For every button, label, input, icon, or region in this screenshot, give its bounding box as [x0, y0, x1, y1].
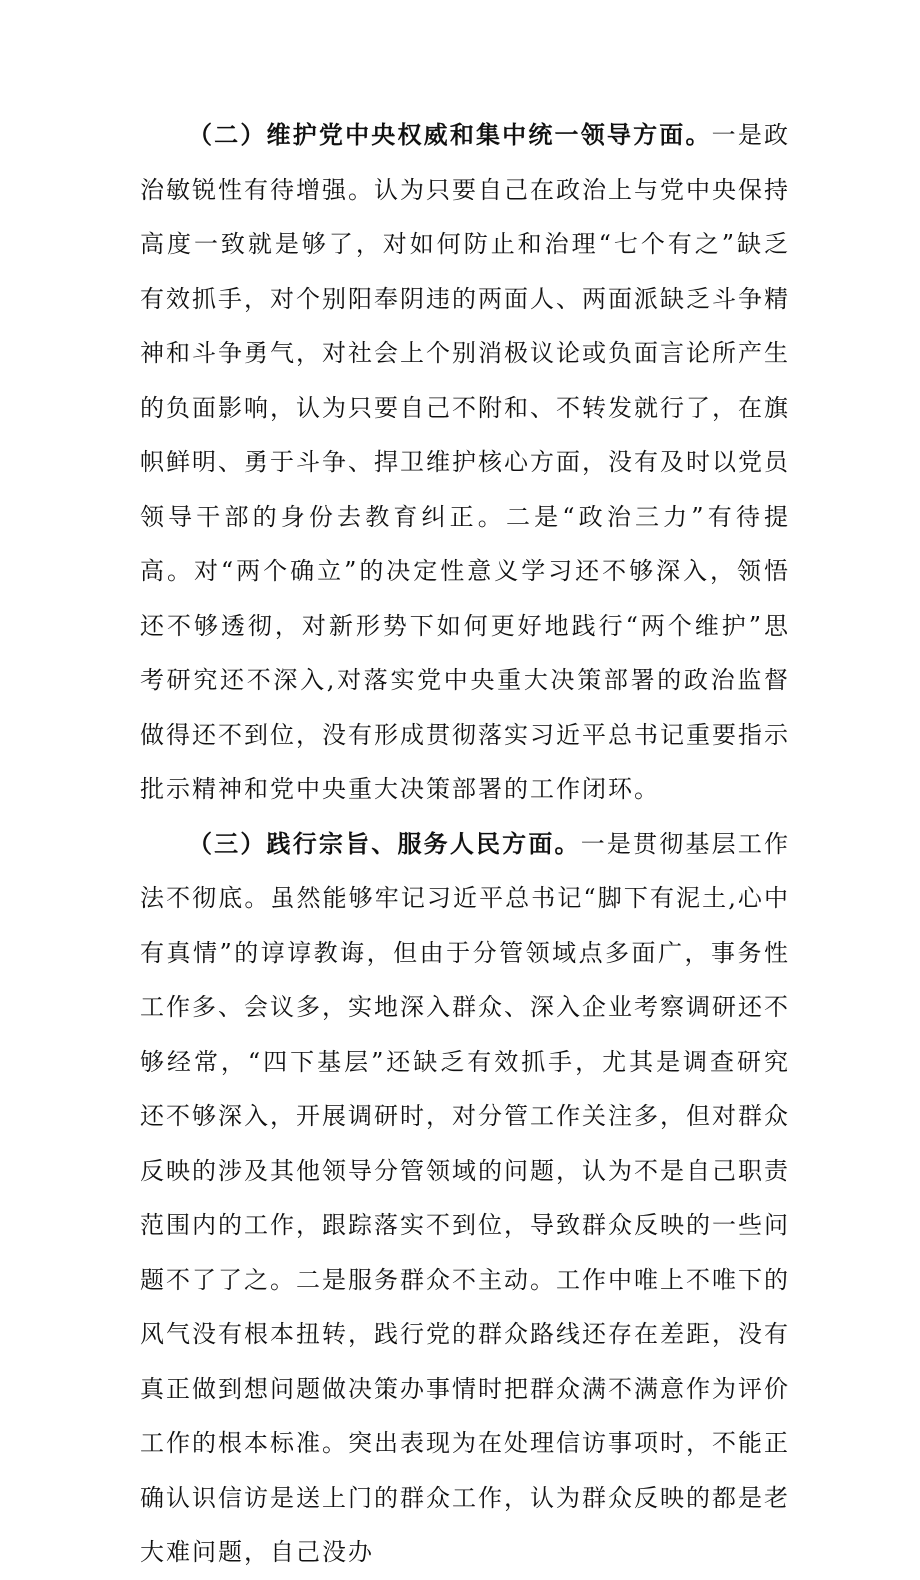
section-heading-2: （二）维护党中央权威和集中统一领导方面。: [188, 121, 712, 149]
paragraph-body-2: 一是政治敏锐性有待增强。认为只要自己在政治上与党中央保持高度一致就是够了，对如何防止和治理“七个有之”缺乏有效抓手，对个别阳奉阴违的两面人、两面派缺乏斗争精神和斗争勇气，对社会上个别消极议论或负面言论所产生的负面影响，认为只要自己不附和、不转发就行了，在旗帜鲜明、勇于斗争、捍卫维护核心方面，没有及时以党员领导干部的身份去教育纠正。二是“政治三力”有待提高。对“两个确立”的决定性意义学习还不够深入，领悟还不够透彻，对新形势下如何更好地践行“两个维护”思考研究还不深入,对落实党中央重大决策部署的政治监督做得还不到位，没有形成贯彻落实习近平总书记重要指示批示精神和党中央重大决策部署的工作闭环。: [140, 121, 791, 803]
paragraph-section-3: [140, 817, 790, 1580]
section-heading-3: （三）践行宗旨、服务人民方面。: [188, 829, 581, 858]
paragraph-section-2: [140, 108, 790, 817]
paragraph-body-3: 一是贯彻基层工作法不彻底。虽然能够牢记习近平总书记“脚下有泥土,心中有真情”的谆谆教诲，但由于分管领域点多面广，事务性工作多、会议多，实地深入群众、深入企业考察调研还不够经常，“四下基层”还缺乏有效抓手，尤其是调查研究还不够深入，开展调研时，对分管工作关注多，但对群众反映的涉及其他领导分管领域的问题，认为不是自己职责范围内的工作，跟踪落实不到位，导致群众反映的一些问题不了了之。二是服务群众不主动。工作中唯上不唯下的风气没有根本扭转，践行党的群众路线还存在差距，没有真正做到想问题做决策办事情时把群众满不满意作为评价工作的根本标准。突出表现为在处理信访事项时，不能正确认识信访是送上门的群众工作，认为群众反映的都是老大难问题，自己没办: [140, 829, 791, 1566]
document-page: [140, 108, 790, 1580]
